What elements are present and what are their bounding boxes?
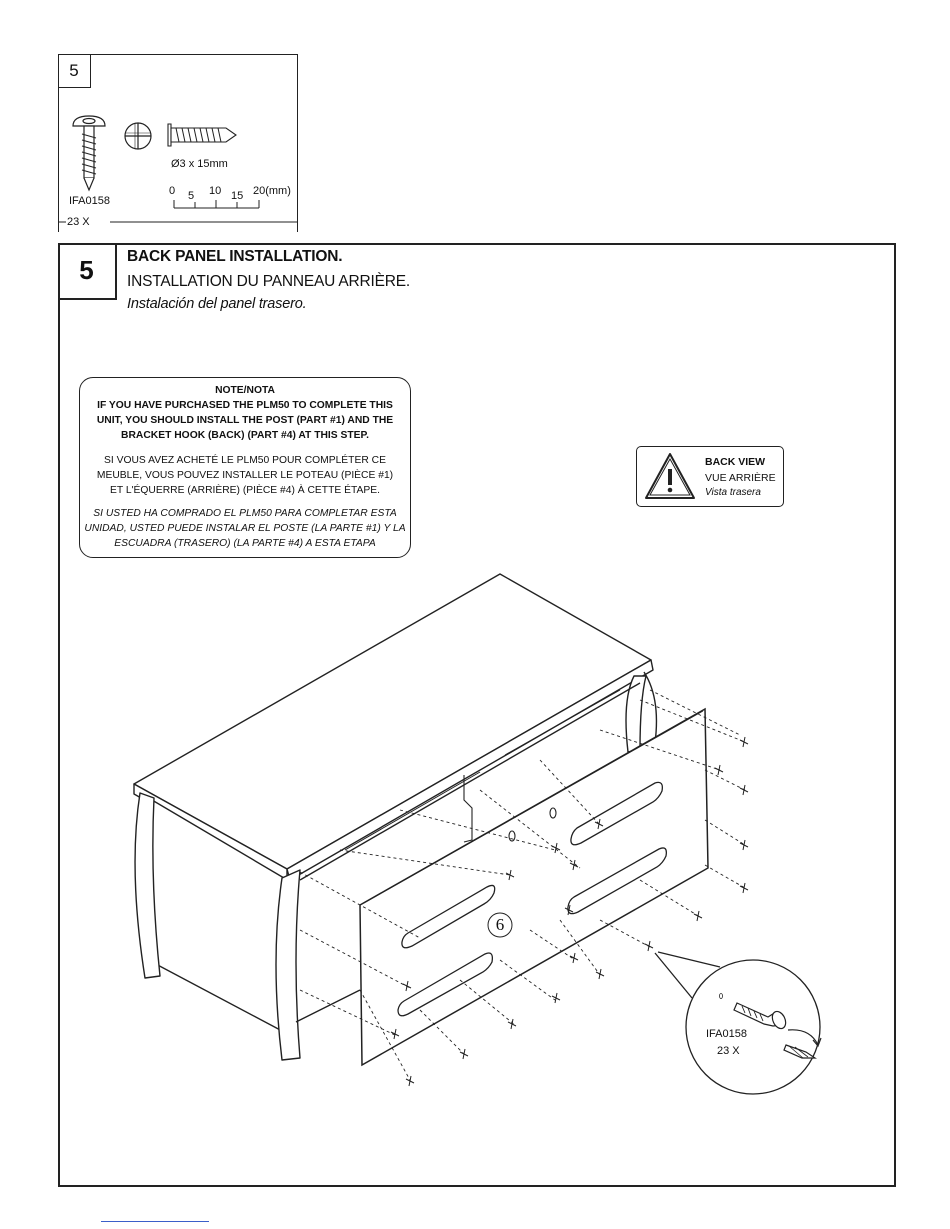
note-line: ESCUADRA (TRASERO) (LA PARTE #4) A ESTA ETAPA (114, 538, 376, 549)
footer-rule (101, 1221, 209, 1222)
cabinet-leg (276, 870, 300, 1060)
cabinet-leg (626, 676, 646, 752)
note-line: UNIT, YOU SHOULD INSTALL THE POST (PART #1) AND THE (96, 415, 394, 426)
ruler-tick: 20(mm) (253, 185, 291, 197)
note-line: ET L'ÉQUERRE (ARRIÈRE) (PIÈCE #4) À CETTE ÉTAPE. (110, 485, 380, 496)
step-number: 5 (58, 243, 117, 300)
ruler-tick: 5 (188, 190, 195, 202)
step-title-es: Instalación del panel trasero. (127, 296, 307, 312)
note-line: IF YOU HAVE PURCHASED THE PLM50 TO COMPLETE THIS (97, 400, 393, 411)
quantity-label: 23 X (67, 216, 90, 228)
parts-step-number: 5 (58, 54, 91, 88)
ruler-tick: 0 (169, 185, 176, 197)
note-line: MEUBLE, VOUS POUVEZ INSTALLER LE POTEAU (PIÈCE #1) (96, 470, 394, 481)
step-title-fr: INSTALLATION DU PANNEAU ARRIÈRE. (127, 273, 410, 290)
ruler-tick: 15 (231, 190, 244, 202)
step-title-en: BACK PANEL INSTALLATION. (127, 248, 343, 265)
note-line: BRACKET HOOK (BACK) (PART #4) AT THIS STEP. (121, 430, 369, 441)
note-line: SI VOUS AVEZ ACHETÉ LE PLM50 POUR COMPLÉTER CE (104, 455, 386, 466)
part-code-label: IFA0158 (69, 195, 110, 207)
back-view-en: BACK VIEW (705, 456, 766, 468)
note-line: SI USTED HA COMPRADO EL PLM50 PARA COMPLETAR ESTA (93, 508, 397, 519)
note-line: UNIDAD, USTED PUEDE INSTALAR EL POSTE (LA PARTE #1) Y LA (84, 523, 406, 534)
callout-quantity: 23 X (717, 1045, 740, 1057)
callout-part-code: IFA0158 (706, 1028, 747, 1040)
screw-size-label: Ø3 x 15mm (171, 158, 228, 170)
panel-part-label: 6 (495, 915, 505, 934)
note-heading: NOTE/NOTA (215, 385, 275, 396)
callout-magnifier (655, 952, 821, 1094)
back-view-fr: VUE ARRIÈRE (705, 472, 776, 484)
back-view-es: Vista trasera (705, 487, 761, 498)
ruler-tick: 10 (209, 185, 222, 197)
